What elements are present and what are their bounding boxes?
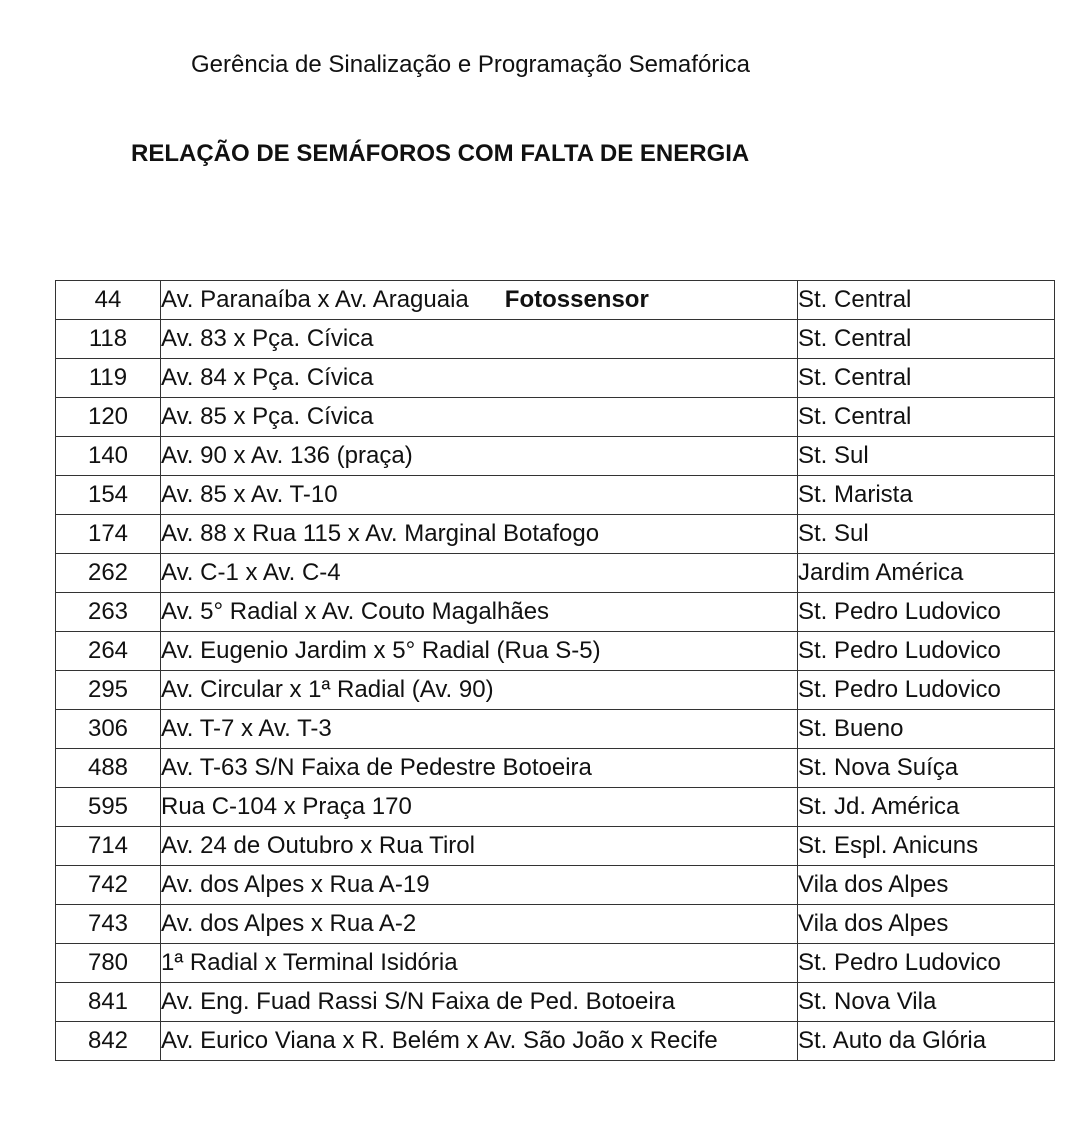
address-cell: [161, 632, 798, 671]
district-cell: St. Pedro Ludovico: [798, 632, 1055, 671]
signal-number: 743: [56, 905, 161, 944]
district-cell: St. Pedro Ludovico: [798, 593, 1055, 632]
address-cell: [161, 515, 798, 554]
address-text: Av. dos Alpes x Rua A-19: [161, 871, 430, 898]
signal-number: 841: [56, 983, 161, 1022]
table-row: [56, 866, 1055, 905]
address-text: Av. 85 x Pça. Cívica: [161, 403, 374, 430]
address-text: Av. 85 x Av. T-10: [161, 481, 338, 508]
signal-number: 295: [56, 671, 161, 710]
address-cell: [161, 866, 798, 905]
signal-number: 263: [56, 593, 161, 632]
table-row: [56, 476, 1055, 515]
address-cell: [161, 944, 798, 983]
address-text: Av. Circular x 1ª Radial (Av. 90): [161, 676, 494, 703]
signal-number: 306: [56, 710, 161, 749]
address-cell: [161, 983, 798, 1022]
district-cell: St. Auto da Glória: [798, 1022, 1055, 1061]
address-text: Av. Paranaíba x Av. Araguaia: [161, 286, 469, 313]
address-cell: [161, 788, 798, 827]
district-cell: Vila dos Alpes: [798, 866, 1055, 905]
traffic-light-table: [55, 280, 1055, 1061]
district-cell: St. Nova Vila: [798, 983, 1055, 1022]
table-row: [56, 437, 1055, 476]
signal-number: 264: [56, 632, 161, 671]
address-cell: [161, 398, 798, 437]
table-row: [56, 905, 1055, 944]
address-text: 1ª Radial x Terminal Isidória: [161, 949, 458, 976]
address-text: Av. T-7 x Av. T-3: [161, 715, 332, 742]
district-cell: St. Bueno: [798, 710, 1055, 749]
address-text: Av. 24 de Outubro x Rua Tirol: [161, 832, 475, 859]
table-row: [56, 554, 1055, 593]
signal-number: 118: [56, 320, 161, 359]
signal-number: 44: [56, 281, 161, 320]
address-text: Av. 90 x Av. 136 (praça): [161, 442, 413, 469]
signal-number: 154: [56, 476, 161, 515]
district-cell: St. Pedro Ludovico: [798, 671, 1055, 710]
district-cell: St. Central: [798, 320, 1055, 359]
address-cell: [161, 710, 798, 749]
address-cell: [161, 281, 798, 320]
district-cell: Vila dos Alpes: [798, 905, 1055, 944]
address-text: Av. 83 x Pça. Cívica: [161, 325, 374, 352]
document-title: RELAÇÃO DE SEMÁFOROS COM FALTA DE ENERGIA: [131, 140, 750, 167]
table-row: [56, 671, 1055, 710]
address-cell: [161, 437, 798, 476]
signal-number: 174: [56, 515, 161, 554]
address-cell: [161, 554, 798, 593]
address-text: Av. Eng. Fuad Rassi S/N Faixa de Ped. Botoeira: [161, 988, 676, 1015]
address-text: Av. 84 x Pça. Cívica: [161, 364, 374, 391]
address-cell: [161, 320, 798, 359]
table-body: [56, 281, 1055, 1061]
district-cell: St. Espl. Anicuns: [798, 827, 1055, 866]
signal-number: 120: [56, 398, 161, 437]
district-cell: St. Marista: [798, 476, 1055, 515]
table-row: [56, 788, 1055, 827]
table-row: [56, 320, 1055, 359]
table-row: [56, 281, 1055, 320]
district-cell: St. Nova Suíça: [798, 749, 1055, 788]
address-cell: [161, 827, 798, 866]
signal-number: 595: [56, 788, 161, 827]
address-cell: [161, 749, 798, 788]
address-text: Rua C-104 x Praça 170: [161, 793, 412, 820]
district-cell: St. Central: [798, 281, 1055, 320]
table-row: [56, 710, 1055, 749]
address-text: Av. 88 x Rua 115 x Av. Marginal Botafogo: [161, 520, 600, 547]
table-row: [56, 398, 1055, 437]
signal-number: 714: [56, 827, 161, 866]
district-cell: Jardim América: [798, 554, 1055, 593]
signal-number: 140: [56, 437, 161, 476]
address-cell: [161, 593, 798, 632]
signal-number: 488: [56, 749, 161, 788]
address-text: Av. T-63 S/N Faixa de Pedestre Botoeira: [161, 754, 592, 781]
signal-number: 742: [56, 866, 161, 905]
table-row: [56, 593, 1055, 632]
address-text: Av. Eurico Viana x R. Belém x Av. São João x Recife: [161, 1027, 718, 1054]
signal-number: 262: [56, 554, 161, 593]
district-cell: St. Central: [798, 359, 1055, 398]
district-cell: St. Central: [798, 398, 1055, 437]
district-cell: St. Sul: [798, 515, 1055, 554]
sensor-note: Fotossensor: [504, 286, 649, 313]
address-text: Av. dos Alpes x Rua A-2: [161, 910, 417, 937]
table-row: [56, 632, 1055, 671]
address-text: Av. C-1 x Av. C-4: [161, 559, 341, 586]
address-text: Av. Eugenio Jardim x 5° Radial (Rua S-5): [161, 637, 601, 664]
signal-number: 842: [56, 1022, 161, 1061]
district-cell: St. Jd. América: [798, 788, 1055, 827]
district-cell: St. Sul: [798, 437, 1055, 476]
address-text: Av. 5° Radial x Av. Couto Magalhães: [161, 598, 550, 625]
signal-number: 780: [56, 944, 161, 983]
district-cell: St. Pedro Ludovico: [798, 944, 1055, 983]
table-row: [56, 359, 1055, 398]
department-heading: Gerência de Sinalização e Programação Semafórica: [191, 51, 750, 78]
address-cell: [161, 476, 798, 515]
signal-number: 119: [56, 359, 161, 398]
table-row: [56, 1022, 1055, 1061]
table-row: [56, 515, 1055, 554]
address-cell: [161, 1022, 798, 1061]
address-cell: [161, 905, 798, 944]
address-cell: [161, 359, 798, 398]
table-row: [56, 749, 1055, 788]
table-row: [56, 827, 1055, 866]
table-row: [56, 944, 1055, 983]
address-cell: [161, 671, 798, 710]
table-row: [56, 983, 1055, 1022]
